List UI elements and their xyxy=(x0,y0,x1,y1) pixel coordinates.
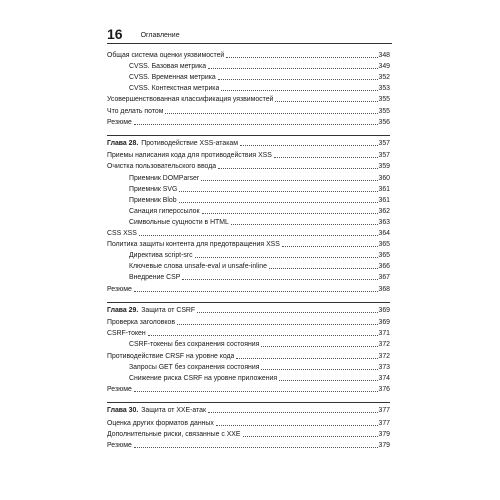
toc-entry-title: Резюме xyxy=(107,385,132,393)
toc-entry[interactable] xyxy=(107,117,390,127)
dot-leader xyxy=(134,290,378,292)
toc-chapter-entry[interactable] xyxy=(107,405,390,415)
toc-entry[interactable] xyxy=(107,418,390,428)
toc-entry-title: Оценка других форматов данных xyxy=(107,419,214,427)
toc-entry-page: 361 xyxy=(378,185,390,193)
toc-entry-page: 366 xyxy=(378,263,390,271)
dot-leader xyxy=(134,123,378,125)
dot-leader xyxy=(195,256,378,258)
dot-leader xyxy=(221,89,377,91)
toc-entry-page: 363 xyxy=(378,218,390,226)
toc-entry[interactable] xyxy=(107,440,390,450)
toc-entry-page: 367 xyxy=(378,274,390,282)
toc-entry-title: CSS XSS xyxy=(107,230,137,237)
dot-leader xyxy=(269,267,378,269)
dot-leader xyxy=(165,112,377,114)
toc-entry-title: Санация гиперссылок xyxy=(129,207,200,215)
dot-leader xyxy=(201,179,377,181)
toc-entry-title: Дополнительные риски, связанные с XXE xyxy=(107,430,241,438)
toc-entry-page: 357 xyxy=(378,140,390,148)
toc-entry-title: Политика защиты контента для предотвращения XSS xyxy=(107,241,280,249)
toc-entry-page: 352 xyxy=(378,74,390,82)
dot-leader xyxy=(261,368,377,370)
toc-entry[interactable] xyxy=(107,150,390,160)
toc-entry-page: 371 xyxy=(378,330,390,338)
toc-entry[interactable] xyxy=(107,195,390,205)
toc-entry-page: 365 xyxy=(378,241,390,249)
toc-entry[interactable] xyxy=(107,184,390,194)
toc-entry-title: Приемы написания кода для противодействия XSS xyxy=(107,152,272,160)
toc-entry-page: 372 xyxy=(378,352,390,360)
toc-entry-page: 349 xyxy=(378,63,390,71)
toc-entry-title: Запросы GET без сохранения состояния xyxy=(129,363,260,371)
toc-entry-title: Приемник DOMParser xyxy=(129,174,200,182)
dot-leader xyxy=(279,379,377,381)
toc-entry-page: 364 xyxy=(378,230,390,237)
toc-chapter-entry[interactable] xyxy=(107,305,390,315)
dot-leader xyxy=(134,390,378,392)
toc-entry-page: 359 xyxy=(378,163,390,171)
toc-entry-title: Противодействие XSS-атакам xyxy=(141,140,238,148)
chapter-number: Глава 29. xyxy=(107,307,139,315)
toc-entry[interactable] xyxy=(107,272,390,282)
toc-entry[interactable] xyxy=(107,261,390,271)
dot-leader xyxy=(282,245,378,247)
dot-leader xyxy=(179,201,378,203)
chapter-number: Глава 30. xyxy=(107,407,139,415)
toc-entry-page: 368 xyxy=(378,285,390,293)
chapter-number: Глава 28. xyxy=(107,140,139,148)
toc-entry-page: 376 xyxy=(378,385,390,393)
toc-entry[interactable] xyxy=(107,373,390,383)
dot-leader xyxy=(231,223,378,225)
toc-entry-title: Приемник SVG xyxy=(129,185,178,193)
toc-entry[interactable] xyxy=(107,250,390,260)
toc-entry-title: Проверка заголовков xyxy=(107,319,175,327)
toc-entry-page: 355 xyxy=(378,107,390,115)
toc-entry-page: 356 xyxy=(378,118,390,126)
toc-entry-title: CVSS. Временная метрика xyxy=(129,74,216,82)
dot-leader xyxy=(139,234,378,236)
toc-entry-title: Ключевые слова unsafe-eval и unsafe-inline xyxy=(129,263,267,271)
chapter-separator xyxy=(107,135,390,136)
running-header-title: Оглавление xyxy=(140,32,180,39)
toc-entry-title: CSRF-токен xyxy=(107,330,146,338)
dot-leader xyxy=(218,167,377,169)
toc-entry-page: 360 xyxy=(378,174,390,182)
toc-entry-title: Очистка пользовательского ввода xyxy=(107,163,217,171)
toc-entry-title: Директива script-src xyxy=(129,252,193,260)
toc-entry[interactable] xyxy=(107,239,390,249)
toc-entry-title: Противодействие CRSF на уровне кода xyxy=(107,352,235,360)
toc-entry-title: Снижение риска CSRF на уровне приложения xyxy=(129,374,278,382)
toc-entry-title: Приемник Blob xyxy=(129,196,177,204)
dot-leader xyxy=(261,345,377,347)
toc-entry[interactable] xyxy=(107,161,390,171)
toc-entry-title: Общая система оценки уязвимостей xyxy=(107,52,225,59)
dot-leader xyxy=(240,144,378,146)
toc-entry[interactable] xyxy=(107,328,390,338)
toc-entry-title: Защита от XXE-атак xyxy=(141,407,207,415)
toc-entry[interactable] xyxy=(107,384,390,394)
toc-entry[interactable] xyxy=(107,106,390,116)
toc-entry-title: Резюме xyxy=(107,118,132,126)
dot-leader xyxy=(202,212,378,214)
toc-entry-title: Резюме xyxy=(107,285,132,293)
toc-entry[interactable] xyxy=(107,50,390,60)
toc-entry[interactable] xyxy=(107,94,390,104)
toc-entry-page: 377 xyxy=(378,407,390,415)
toc-entry-page: 365 xyxy=(378,252,390,260)
toc-entry-page: 355 xyxy=(378,96,390,104)
toc-entry-title: Резюме xyxy=(107,441,132,449)
dot-leader xyxy=(218,78,378,80)
toc-entry[interactable] xyxy=(107,206,390,216)
toc-entry-page: 357 xyxy=(378,152,390,160)
toc-entry-page: 379 xyxy=(378,430,390,438)
dot-leader xyxy=(226,56,377,58)
toc-entry-page: 348 xyxy=(378,52,390,59)
toc-entry[interactable] xyxy=(107,61,390,71)
toc-entry-page: 362 xyxy=(378,207,390,215)
toc-entry-title: Символьные сущности в HTML xyxy=(129,218,229,226)
dot-leader xyxy=(275,100,377,102)
toc-entry[interactable] xyxy=(107,284,390,294)
dot-leader xyxy=(148,334,378,336)
dot-leader xyxy=(134,446,378,448)
toc-entry-page: 369 xyxy=(378,319,390,327)
toc-entry-page: 379 xyxy=(378,441,390,449)
chapter-separator xyxy=(107,402,390,403)
toc-entry[interactable] xyxy=(107,317,390,327)
toc-entry[interactable] xyxy=(107,362,390,372)
toc-entry[interactable] xyxy=(107,339,390,349)
dot-leader xyxy=(274,156,378,158)
toc-entry[interactable] xyxy=(107,217,390,227)
toc-entry-page: 373 xyxy=(378,363,390,371)
toc-entry[interactable] xyxy=(107,72,390,82)
dot-leader xyxy=(177,323,378,325)
toc-entry-page: 372 xyxy=(378,341,390,349)
toc-entry-page: 377 xyxy=(378,419,390,427)
dot-leader xyxy=(208,411,377,413)
toc-entry-page: 353 xyxy=(378,85,390,93)
toc-entry-title: CSRF-токены без сохранения состояния xyxy=(129,341,260,349)
dot-leader xyxy=(179,190,377,192)
dot-leader xyxy=(197,311,377,313)
chapter-separator xyxy=(107,302,390,303)
dot-leader xyxy=(182,278,377,280)
toc-entry[interactable] xyxy=(107,228,390,238)
toc-entry[interactable] xyxy=(107,429,390,439)
toc-entry[interactable] xyxy=(107,351,390,361)
toc-entry-page: 374 xyxy=(378,374,390,382)
dot-leader xyxy=(216,424,378,426)
toc-entry-title: CVSS. Контекстная метрика xyxy=(129,85,220,93)
page-number: 16 xyxy=(107,26,123,42)
toc-entry-page: 361 xyxy=(378,196,390,204)
toc-entry-title: Что делать потом xyxy=(107,107,164,115)
toc-entry-title: Усовершенствованная классификация уязвимостей xyxy=(107,96,274,104)
toc-entry[interactable] xyxy=(107,173,390,183)
dot-leader xyxy=(236,357,377,359)
toc-entry-title: Внедрение CSP xyxy=(129,274,181,282)
toc-entry-page: 369 xyxy=(378,307,390,315)
toc-entry[interactable] xyxy=(107,83,390,93)
toc-chapter-entry[interactable] xyxy=(107,138,390,148)
toc-entry-title: Защита от CSRF xyxy=(141,307,196,315)
running-header xyxy=(107,25,392,44)
dot-leader xyxy=(243,435,378,437)
dot-leader xyxy=(208,67,377,69)
toc-entry-title: CVSS. Базовая метрика xyxy=(129,63,207,71)
